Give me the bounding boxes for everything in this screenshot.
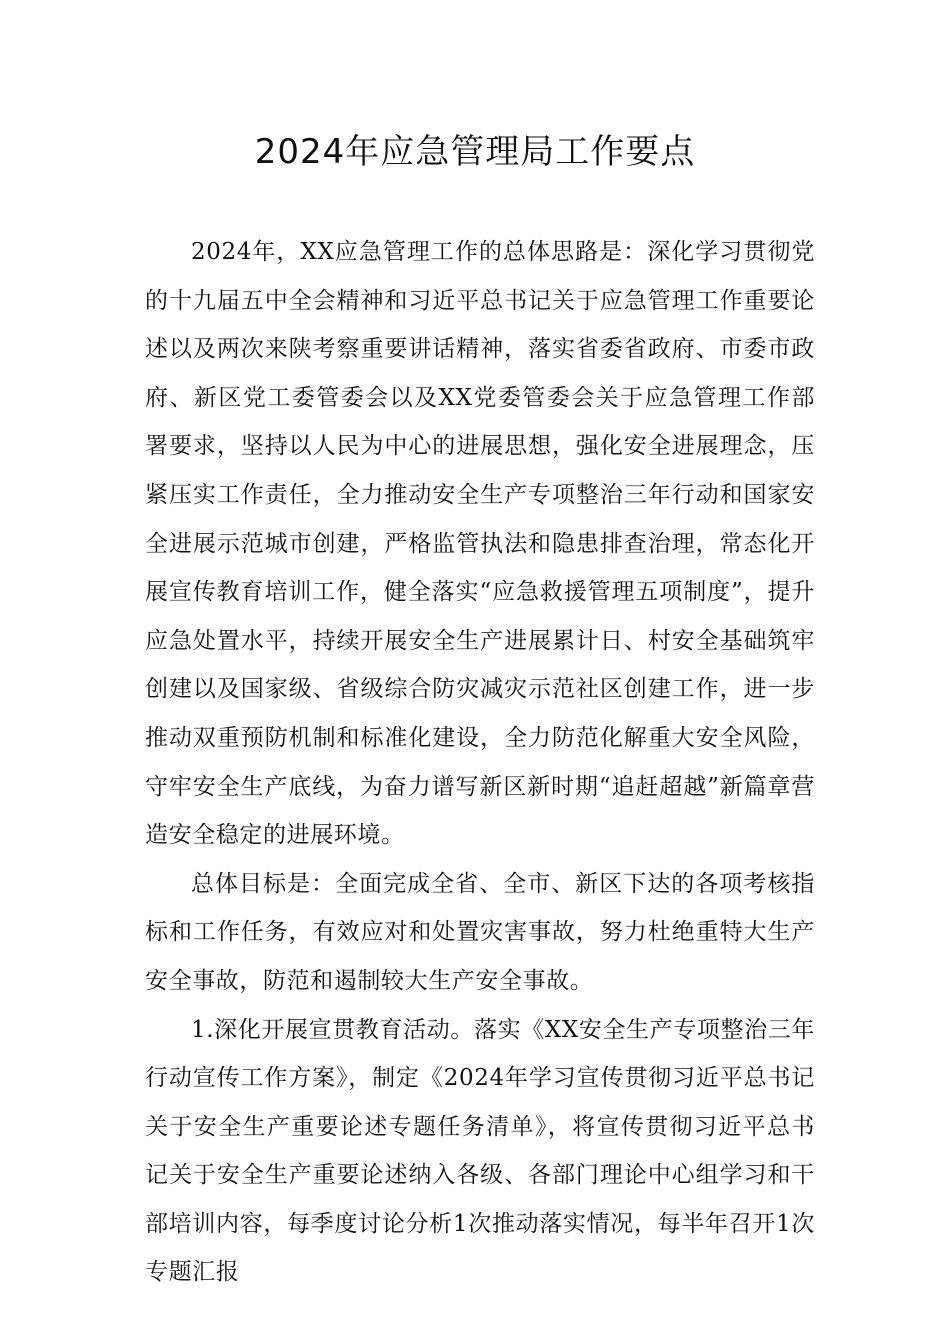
paragraph-overall-goal: 总体目标是：全面完成全省、全市、新区下达的各项考核指标和工作任务，有效应对和处置灾害事故，努力杜绝重特大生产安全事故，防范和遏制较大生产安全事故。 — [145, 870, 815, 994]
paragraph-item-1: 1.深化开展宣贯教育活动。落实《XX安全生产专项整治三年行动宣传工作方案》，制定《2024年学习宣传贯彻习近平总书记关于安全生产重要论述专题任务清单》，将宣传贯彻习近平总书记关于安全生产重要论述纳入各级、各部门理论中心组学习和干部培训内容，每季度讨论分析1次推动落实情况，每半年召开1次专题汇报 — [145, 1016, 815, 1286]
document-body — [145, 228, 815, 1297]
document-title: 2024年应急管理局工作要点 — [254, 132, 696, 172]
paragraph-overall-approach: 2024年，XX应急管理工作的总体思路是：深化学习贯彻党的十九届五中全会精神和习近平总书记关于应急管理工作重要论述以及两次来陕考察重要讲话精神，落实省委省政府、市委市政府、新区党工委管委会以及XX党委管委会关于应急管理工作部署要求，坚持以人民为中心的进展思想，强化安全进展理念，压紧压实工作责任，全力推动安全生产专项整治三年行动和国家安全进展示范城市创建，严格监管执法和隐患排查治理，常态化开展宣传教育培训工作，健全落实“应急救援管理五项制度”，提升应急处置水平，持续开展安全生产进展累计日、村安全基础筑牢创建以及国家级、省级综合防灾减灾示范社区创建工作，进一步推动双重预防机制和标准化建设，全力防范化解重大安全风险，守牢安全生产底线，为奋力谱写新区新时期“追赶超越”新篇章营造安全稳定的进展环境。 — [145, 239, 815, 849]
